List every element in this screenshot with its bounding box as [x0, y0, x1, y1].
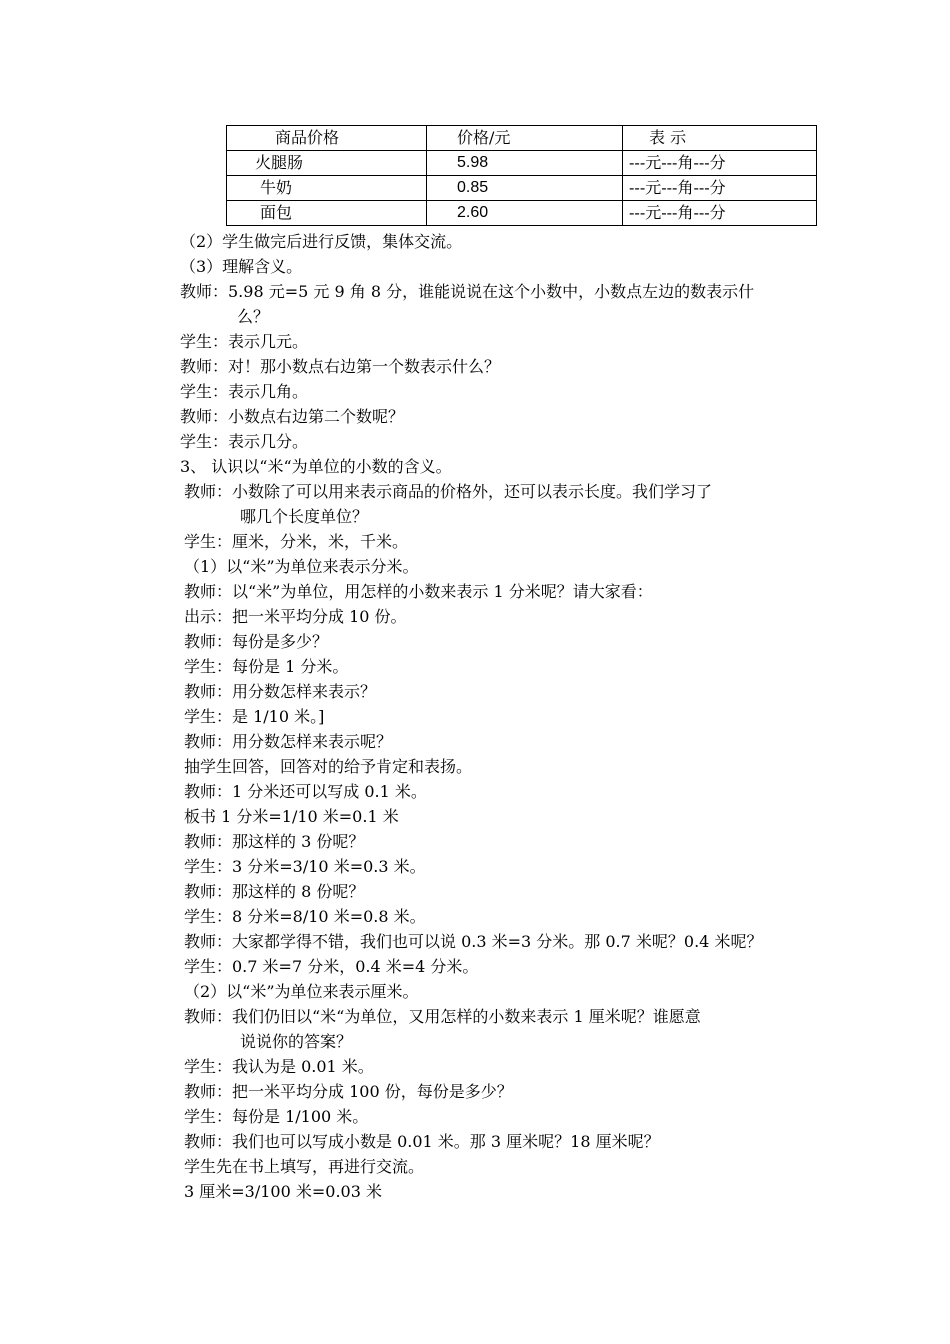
- lesson-text: [0, 229, 950, 1204]
- text-line: 学生：8 分米=8/10 米=0.8 米。: [184, 907, 426, 926]
- table-cell: ---元---角---分: [623, 151, 817, 176]
- text-line: 教师：每份是多少？: [184, 632, 329, 651]
- table-row: [227, 201, 817, 226]
- text-line: 学生：0.7 米=7 分米，0.4 米=4 分米。: [184, 957, 479, 976]
- text-line: 教师：用分数怎样来表示呢？: [184, 732, 393, 751]
- text-line: 学生：表示几元。: [180, 332, 309, 351]
- text-line: 学生：表示几角。: [180, 382, 309, 401]
- table-header-cell: 价格/元: [427, 126, 623, 151]
- table-cell: 火腿肠: [227, 151, 427, 176]
- table-cell: ---元---角---分: [623, 201, 817, 226]
- text-line: 教师：以“米”为单位，用怎样的小数来表示 1 分米呢？请大家看：: [184, 582, 653, 601]
- text-line: 抽学生回答，回答对的给予肯定和表扬。: [184, 757, 473, 776]
- text-line: 教师：5.98 元=5 元 9 角 8 分，谁能说说在这个小数中，小数点左边的数表示什: [180, 282, 755, 301]
- text-line: 学生：是 1/10 米。]: [184, 707, 325, 726]
- text-line: （1）以“米”为单位来表示分米。: [184, 557, 419, 576]
- text-line: （2）以“米”为单位来表示厘米。: [184, 982, 419, 1001]
- table-cell: 0.85: [427, 176, 623, 201]
- text-line: 说说你的答案？: [240, 1032, 353, 1051]
- text-line: 么？: [237, 307, 270, 326]
- text-line: 学生：每份是 1/100 米。: [184, 1107, 369, 1126]
- table-header-cell: 商品价格: [227, 126, 427, 151]
- text-line: 板书 1 分米=1/10 米=0.1 米: [184, 807, 399, 826]
- text-line: 3、 认识以“米“为单位的小数的含义。: [180, 457, 452, 476]
- text-line: 学生：我认为是 0.01 米。: [184, 1057, 374, 1076]
- text-line: 学生：每份是 1 分米。: [184, 657, 349, 676]
- table-cell: 面包: [227, 201, 427, 226]
- table-row: [227, 176, 817, 201]
- text-line: （3）理解含义。: [180, 257, 303, 276]
- text-line: 教师：小数点右边第二个数呢？: [180, 407, 405, 426]
- text-line: 学生：厘米，分米，米，千米。: [184, 532, 409, 551]
- table-cell: 2.60: [427, 201, 623, 226]
- text-line: 教师：小数除了可以用来表示商品的价格外，还可以表示长度。我们学习了: [184, 482, 713, 501]
- text-line: 教师：大家都学得不错，我们也可以说 0.3 米=3 分米。那 0.7 米呢？0.4 米呢？: [184, 932, 763, 951]
- table-cell: 牛奶: [227, 176, 427, 201]
- table-header-cell: 表 示: [623, 126, 817, 151]
- text-line: 哪几个长度单位？: [240, 507, 369, 526]
- text-line: 教师：用分数怎样来表示？: [184, 682, 377, 701]
- text-line: 学生先在书上填写，再进行交流。: [184, 1157, 425, 1176]
- text-line: 教师：把一米平均分成 100 份，每份是多少？: [184, 1082, 513, 1101]
- text-line: 教师：对！那小数点右边第一个数表示什么？: [180, 357, 501, 376]
- text-line: 出示：把一米平均分成 10 份。: [184, 607, 407, 626]
- text-line: 学生：3 分米=3/10 米=0.3 米。: [184, 857, 426, 876]
- text-line: 教师：我们也可以写成小数是 0.01 米。那 3 厘米呢？18 厘米呢？: [184, 1132, 660, 1151]
- text-line: 教师：那这样的 8 份呢？: [184, 882, 365, 901]
- table-cell: 5.98: [427, 151, 623, 176]
- table-header-row: [227, 126, 817, 151]
- table-cell: ---元---角---分: [623, 176, 817, 201]
- table-row: [227, 151, 817, 176]
- text-line: 3 厘米=3/100 米=0.03 米: [184, 1182, 382, 1201]
- text-line: 学生：表示几分。: [180, 432, 309, 451]
- text-line: 教师：那这样的 3 份呢？: [184, 832, 365, 851]
- text-line: 教师：我们仍旧以“米“为单位，又用怎样的小数来表示 1 厘米呢？谁愿意: [184, 1007, 701, 1026]
- text-line: （2）学生做完后进行反馈，集体交流。: [180, 232, 463, 251]
- text-line: 教师：1 分米还可以写成 0.1 米。: [184, 782, 427, 801]
- price-table: [226, 125, 817, 226]
